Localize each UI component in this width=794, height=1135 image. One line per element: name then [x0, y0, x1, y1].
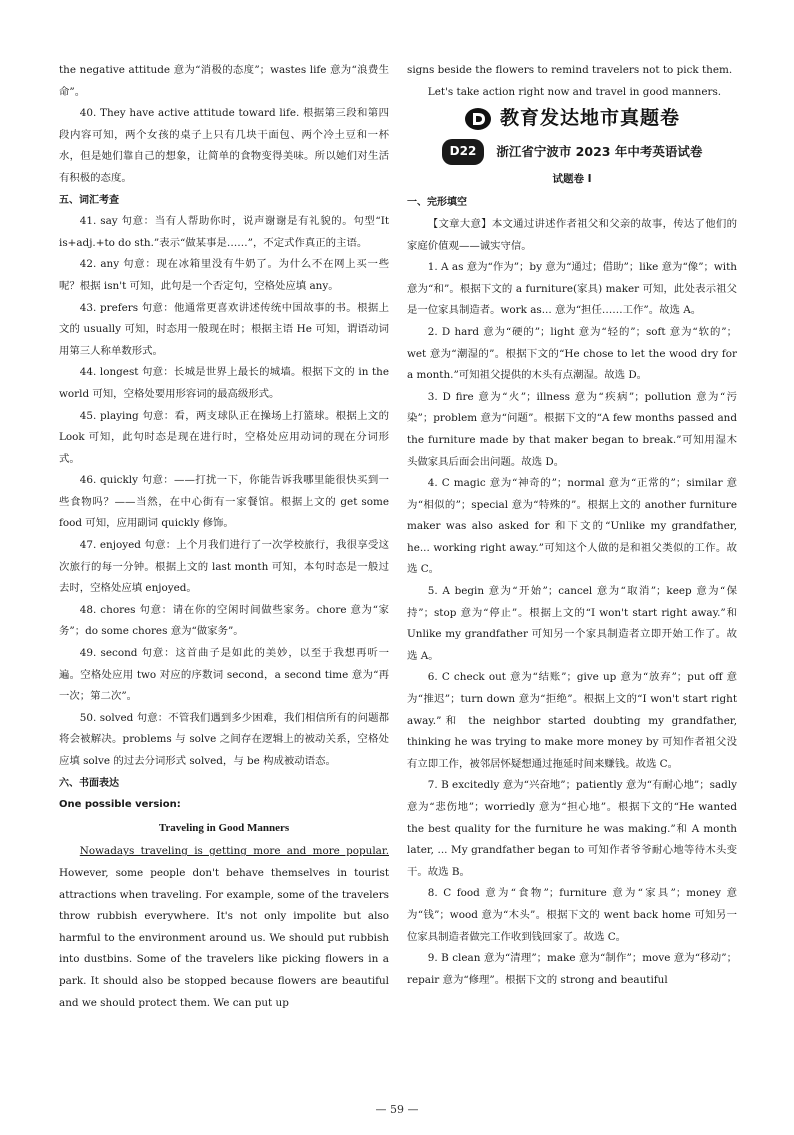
page-number: — 59 —: [375, 1103, 419, 1116]
essay-closing: Let's take action right now and travel in good manners.: [427, 85, 722, 98]
answer-explanation-47: 47. enjoyed 句意：上个月我们进行了一次学校旅行，我很享受这次旅行的每一分钟。根据上文的 last month 可知，本句时态是一般过去时，空格处应填 enjoyed。: [59, 539, 389, 595]
publisher-logo-icon: [464, 107, 494, 131]
banner-title: 教育发达地市真题卷: [499, 107, 680, 130]
answer-explanation-8: 8. C food 意为“食物”；furniture 意为“家具”；money 意为“钱”；wood 意为“木头”。根据下文的 went back home 可知另一位家具制造者做完工作收到钱回家了。故选 C。: [407, 887, 737, 943]
answer-explanation-5: 5. A begin 意为“开始”；cancel 意为“取消”；keep 意为“保持”；stop 意为“停止”。根据上文的“I won't start right away.”和 Unlike my grandfather 可知另一个家具制造者立即开始工作了。故选 A。: [407, 585, 737, 662]
left-column: [59, 60, 389, 1014]
answer-explanation-1: 1. A as 意为“作为”；by 意为“通过；借助”；like 意为“像”；with 意为“和”。根据下文的 a furniture(家具) maker 可知，此处表示祖父是一位家具制造者。work as... 意为“担任……工作”。故选 A。: [407, 261, 737, 317]
answer-explanation-40: 40. They have active attitude toward life. 根据第三段和第四段内容可知，两个女孩的桌子上只有几块干面包、两个冷土豆和一杯水，但是她们靠自己的想象，让简单的食物变得美味。所以她们对生活有积极的态度。: [59, 107, 389, 184]
answer-explanation-9: 9. B clean 意为“清理”；make 意为“制作”；move 意为“移动”；repair 意为“修理”。根据下文的 strong and beautiful: [407, 952, 737, 986]
right-column: [407, 60, 737, 991]
answer-explanation-46: 46. quickly 句意：——打扰一下，你能告诉我哪里能很快买到一些食物吗？——当然，在中心街有一家餐馆。根据上文的 get some food 可知，应用副词 quickly 修饰。: [59, 474, 389, 530]
exam-code-badge: D22: [442, 139, 485, 165]
essay-body-rest: However, some people don't behave themselves in tourist attractions when traveling. For example, some of the travelers throw rubbish everywhere. It's not only impolite but also harmful to the environment around us. We should put rubbish into dustbins. Some of the travelers like picking flowers in a park. It should also be stopped because flowers are beautiful and we should protect them. We can put up: [59, 866, 389, 1009]
answer-explanation-39-tail: the negative attitude 意为“消极的态度”；wastes life 意为“浪费生命”。: [59, 64, 389, 98]
section-heading-writing: 六、书面表达: [59, 777, 119, 789]
section-heading-vocabulary: 五、词汇考查: [59, 194, 119, 206]
answer-explanation-7: 7. B excitedly 意为“兴奋地”；patiently 意为“有耐心地”；sadly 意为“悲伤地”；worriedly 意为“担心地”。根据下文的“He wanted the best quality for the furniture he was making.”和 A month later, ... My grandfather began to 可知作者爷爷耐心地等待木头变干。故选 B。: [407, 779, 737, 878]
paper-label: 试题卷 Ⅰ: [552, 172, 592, 185]
answer-explanation-3: 3. D fire 意为“火”；illness 意为“疾病”；pollution 意为“污染”；problem 意为“问题”。根据下文的“A few months passed and the furniture made by that maker began to break.”可知用湿木头做家具后面会出问题。故选 D。: [407, 390, 737, 468]
answer-explanation-48: 48. chores 句意：请在你的空闲时间做些家务。chore 意为“家务”；do some chores 意为“做家务”。: [59, 603, 389, 638]
answer-explanation-4: 4. C magic 意为“神奇的”；normal 意为“正常的”；similar 意为“相似的”；special 意为“特殊的”。根据上文的 another furniture maker was also asked for 和下文的“Unlike my grandfather, he... working right away.”可知这个人做的是和祖父类似的工作。故选 C。: [407, 477, 737, 576]
essay-continuation: signs beside the flowers to remind travelers not to pick them.: [407, 64, 733, 76]
essay-first-sentence: Nowadays traveling is getting more and more popular.: [79, 845, 389, 858]
exam-header: [407, 139, 737, 165]
answer-explanation-6: 6. C check out 意为“结账”；give up 意为“放弃”；put off 意为“推迟”；turn down 意为“拒绝”。根据上文的“I won't start right away.”和 the neighbor started doubting my grandfather, thinking he was trying to make more money by 可知作者祖父没有立即工作，被邻居怀疑想通过拖延时间来赚钱。故选 C。: [407, 671, 737, 770]
sample-version-label: One possible version:: [59, 799, 181, 811]
section-banner: [407, 105, 737, 133]
essay-title: Traveling in Good Manners: [158, 821, 290, 834]
essay-body: [59, 841, 389, 1014]
answer-explanation-43: 43. prefers 句意：他通常更喜欢讲述传统中国故事的书。根据上文的 usually 可知，时态用一般现在时；根据主语 He 可知，谓语动词用第三人称单数形式。: [59, 301, 389, 357]
answer-explanation-42: 42. any 句意：现在冰箱里没有牛奶了。为什么不在网上买一些呢？根据 isn't 可知，此句是一个否定句，空格处应填 any。: [59, 258, 389, 292]
exam-title: 浙江省宁波市 2023 年中考英语试卷: [496, 144, 703, 160]
passage-summary: 【文章大意】本文通过讲述作者祖父和父亲的故事，传达了他们的家庭价值观——诚实守信。: [407, 217, 737, 252]
answer-explanation-44: 44. longest 句意：长城是世界上最长的城墙。根据下文的 in the world 可知，空格处要用形容词的最高级形式。: [59, 366, 389, 400]
answer-explanation-50: 50. solved 句意：不管我们遇到多少困难，我们相信所有的问题都将会被解决。problems 与 solve 之间存在逻辑上的被动关系，空格处应填 solve 的过去分词形式 solved，与 be 构成被动语态。: [59, 711, 389, 767]
section-heading-cloze: 一、完形填空: [407, 197, 467, 209]
answer-explanation-41: 41. say 句意：当有人帮助你时，说声谢谢是有礼貌的。句型“It is+adj.+to do sth.”表示“做某事是……”，不定式作真正的主语。: [59, 215, 389, 249]
answer-explanation-2: 2. D hard 意为“硬的”；light 意为“轻的”；soft 意为“软的”；wet 意为“潮湿的”。根据下文的“He chose to let the wood dry for a month.”可知祖父提供的木头有点潮湿。故选 D。: [407, 325, 737, 382]
answer-explanation-49: 49. second 句意：这首曲子是如此的美妙，以至于我想再听一遍。空格处应用 two 对应的序数词 second，a second time 意为“再一次；第二次”。: [59, 647, 389, 703]
answer-explanation-45: 45. playing 句意：看，两支球队正在操场上打篮球。根据上文的 Look 可知，此句时态是现在进行时，空格处应用动词的现在分词形式。: [59, 409, 389, 465]
